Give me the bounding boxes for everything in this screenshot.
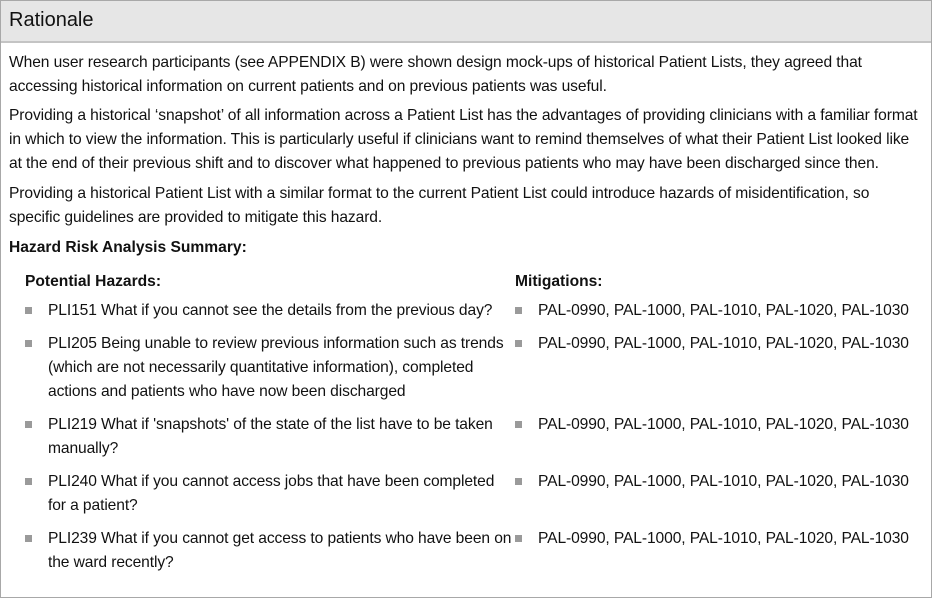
hazard-row: [25, 413, 923, 461]
mitigations-column-header: Mitigations:: [515, 273, 603, 290]
square-bullet-icon: [515, 527, 538, 551]
mitigation-text: PAL-0990, PAL-1000, PAL-1010, PAL-1020, PAL-1030: [538, 335, 909, 352]
square-bullet-icon: [25, 527, 48, 551]
mitigation-cell: [515, 413, 923, 461]
hazard-cell: [25, 413, 515, 461]
hazard-row: [25, 299, 923, 323]
section-header: [1, 1, 931, 43]
square-bullet-icon: [25, 332, 48, 356]
hazard-row: [25, 470, 923, 518]
rationale-paragraph: When user research participants (see APPENDIX B) were shown design mock-ups of historical Patient Lists, they agreed that accessing historical information on current patients and on previous patients was useful.: [9, 54, 862, 95]
mitigation-cell: [515, 470, 923, 518]
square-bullet-icon: [515, 413, 538, 437]
square-bullet-icon: [25, 413, 48, 437]
hazards-column-header: Potential Hazards:: [25, 273, 162, 290]
hazard-table-header: [25, 264, 923, 294]
mitigation-text: PAL-0990, PAL-1000, PAL-1010, PAL-1020, PAL-1030: [538, 473, 909, 490]
mitigation-text: PAL-0990, PAL-1000, PAL-1010, PAL-1020, PAL-1030: [538, 530, 909, 547]
hazard-cell: [25, 470, 515, 518]
mitigation-text: PAL-0990, PAL-1000, PAL-1010, PAL-1020, PAL-1030: [538, 302, 909, 319]
mitigation-text: PAL-0990, PAL-1000, PAL-1010, PAL-1020, PAL-1030: [538, 416, 909, 433]
square-bullet-icon: [515, 299, 538, 323]
hazard-cell: [25, 332, 515, 404]
mitigation-cell: [515, 332, 923, 404]
hazard-cell: [25, 299, 515, 323]
hazard-text: PLI205 Being unable to review previous information such as trends (which are not necessarily quantitative information), completed actions and patients who have now been discharged: [48, 335, 504, 400]
square-bullet-icon: [515, 332, 538, 356]
hazard-text: PLI240 What if you cannot access jobs that have been completed for a patient?: [48, 473, 495, 514]
rationale-paragraph: Providing a historical ‘snapshot’ of all information across a Patient List has the advantages of providing clinicians with a familiar format in which to view the information. This is particularly useful if clinicians want to remind themselves of what their Patient List looked like at the end of their previous shift and to discover what happened to previous patients who may have been discharged since then.: [9, 107, 918, 172]
hazard-cell: [25, 527, 515, 575]
section-content: [1, 43, 931, 575]
mitigation-cell: [515, 299, 923, 323]
mitigation-cell: [515, 527, 923, 575]
rationale-paragraph: Providing a historical Patient List with a similar format to the current Patient List could introduce hazards of misidentification, so specific guidelines are provided to mitigate this hazard.: [9, 185, 870, 226]
hazard-text: PLI219 What if 'snapshots' of the state of the list have to be taken manually?: [48, 416, 493, 457]
hazard-row: [25, 332, 923, 404]
hazard-summary-heading: Hazard Risk Analysis Summary:: [9, 239, 247, 256]
section-title: Rationale: [9, 9, 94, 31]
hazard-text: PLI151 What if you cannot see the details from the previous day?: [48, 302, 493, 319]
square-bullet-icon: [25, 470, 48, 494]
hazard-table: [25, 264, 923, 575]
square-bullet-icon: [515, 470, 538, 494]
square-bullet-icon: [25, 299, 48, 323]
hazard-row: [25, 527, 923, 575]
hazard-text: PLI239 What if you cannot get access to patients who have been on the ward recently?: [48, 530, 512, 571]
